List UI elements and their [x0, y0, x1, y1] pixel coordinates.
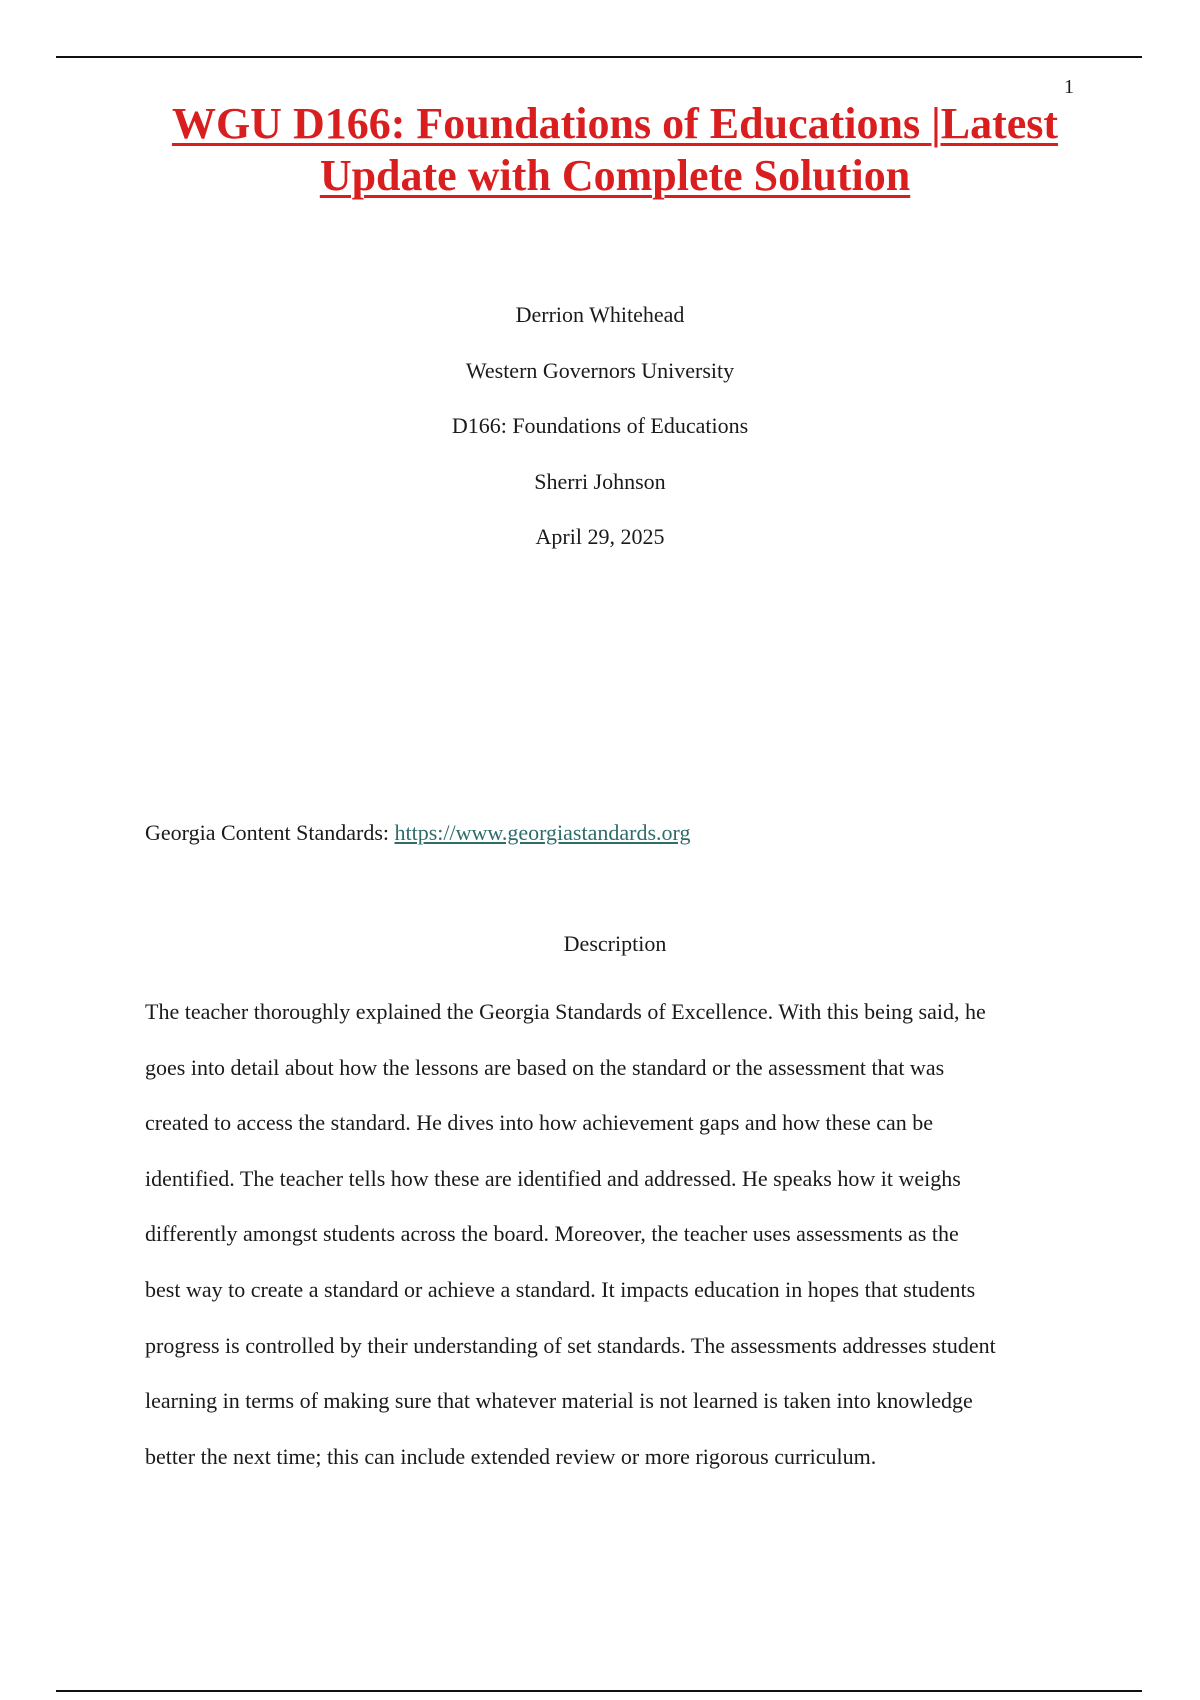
paragraph-line: The teacher thoroughly explained the Georgia Standards of Excellence. With this being said, he — [145, 999, 986, 1024]
document-title-line-2: Update with Complete Solution — [319, 151, 911, 200]
paragraph-line: created to access the standard. He dives into how achievement gaps and how these can be — [145, 1110, 934, 1136]
paragraph-line: better the next time; this can include extended review or more rigorous curriculum. — [145, 1443, 877, 1469]
standards-label: Georgia Content Standards: — [145, 820, 389, 845]
instructor-name: Sherri Johnson — [534, 469, 666, 494]
document-title — [110, 98, 1120, 202]
document-title-line-1: WGU D166: Foundations of Educations |Latest — [171, 99, 1059, 148]
paragraph-line: best way to create a standard or achieve a standard. It impacts education in hopes that students — [145, 1276, 976, 1302]
course-name: D166: Foundations of Educations — [451, 413, 749, 438]
page-number: 1 — [1064, 76, 1074, 98]
description-heading: Description — [563, 931, 667, 956]
paragraph-line: goes into detail about how the lessons are based on the standard or the assessment that was — [145, 1054, 945, 1080]
paragraph-line: identified. The teacher tells how these are identified and addressed. He speaks how it weighs — [145, 1165, 961, 1191]
description-paragraph — [145, 984, 1075, 1484]
standards-reference — [145, 820, 690, 846]
institution-name: Western Governors University — [465, 358, 735, 383]
paragraph-line: learning in terms of making sure that whatever material is not learned is taken into knowledge — [145, 1388, 973, 1414]
footer-rule — [56, 1690, 1142, 1692]
header-rule — [56, 56, 1142, 58]
standards-link[interactable]: https://www.georgiastandards.org — [394, 820, 691, 845]
submission-date: April 29, 2025 — [535, 524, 665, 549]
paragraph-line: differently amongst students across the board. Moreover, the teacher uses assessments as the — [145, 1221, 959, 1247]
author-name: Derrion Whitehead — [515, 302, 685, 327]
paragraph-line: progress is controlled by their understanding of set standards. The assessments addresses student — [145, 1332, 996, 1358]
